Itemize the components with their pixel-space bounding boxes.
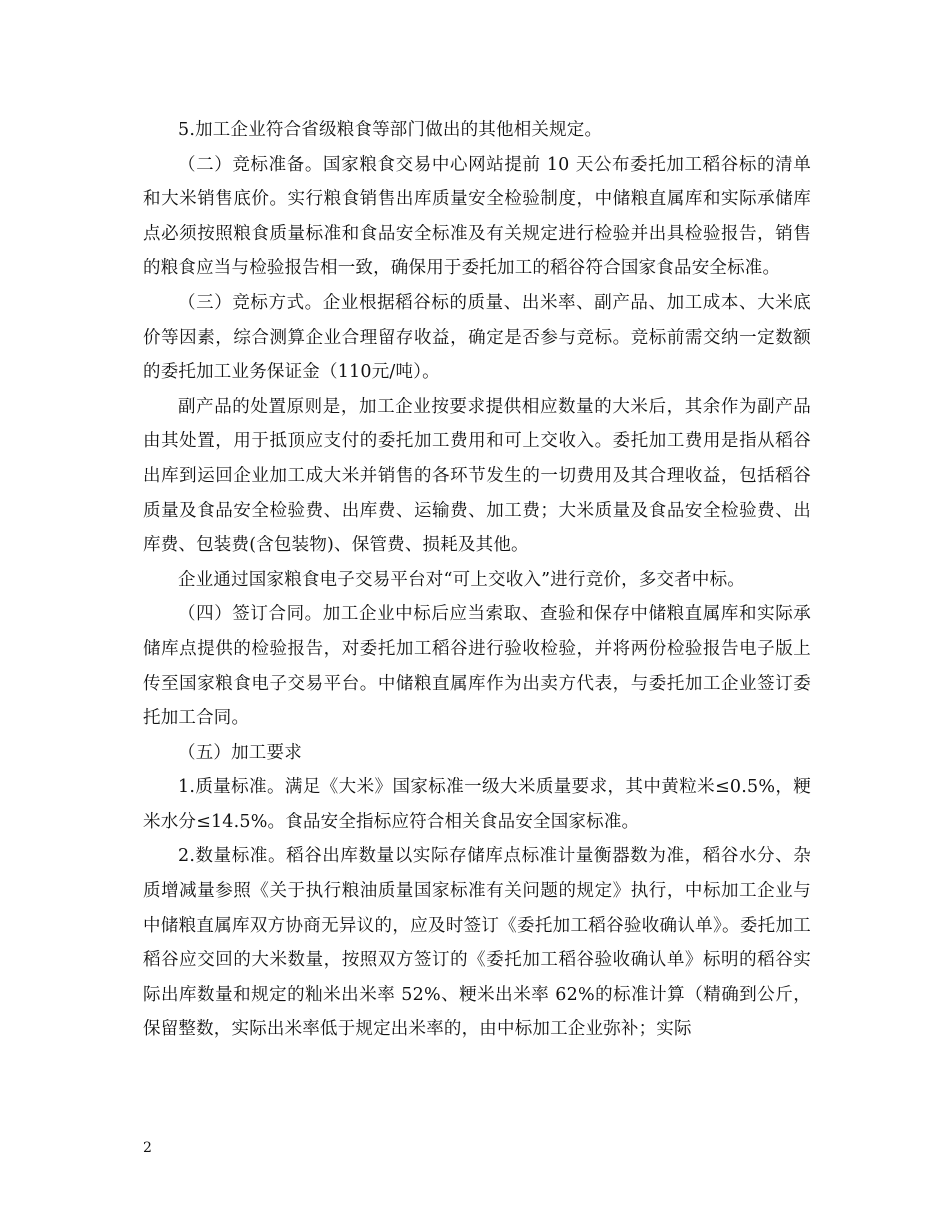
paragraph-processing-rule-5: 5.加工企业符合省级粮食等部门做出的其他相关规定。	[178, 120, 603, 140]
document-body	[143, 113, 811, 1047]
paragraph-processing-requirements-heading: （五）加工要求	[178, 742, 302, 763]
paragraph-by-product-disposal: 副产品的处置原则是，加工企业按要求提供相应数量的大米后，其余作为副产品由其处置，用于抵顶应支付的委托加工费用和可上交收入。委托加工费用是指从稻谷出库到运回企业加工成大米并销售的各环节发生的一切费用及其合理收益，包括稻谷质量及食品安全检验费、出库费、运输费、加工费；大米质量及食品安全检验费、出库费、包装费(含包装物)、保管费、损耗及其他。	[143, 396, 811, 556]
paragraph-bidding-preparation: （二）竞标准备。国家粮食交易中心网站提前 10 天公布委托加工稻谷标的清单和大米销售底价。实行粮食销售出库质量安全检验制度，中储粮直属库和实际承储库点必须按照粮食质量标准和食品安全标准及有关规定进行检验并出具检验报告，销售的粮食应当与检验报告相一致，确保用于委托加工的稻谷符合国家食品安全标准。	[143, 154, 811, 279]
paragraph-bidding-platform: 企业通过国家粮食电子交易平台对“可上交收入”进行竞价，多交者中标。	[178, 569, 745, 590]
paragraph-contract-signing: （四）签订合同。加工企业中标后应当索取、查验和保存中储粮直属库和实际承储库点提供的检验报告，对委托加工稻谷进行验收检验，并将两份检验报告电子版上传至国家粮食电子交易平台。中储粮直属库作为出卖方代表，与委托加工企业签订委托加工合同。	[143, 604, 811, 729]
paragraph-quality-standard: 1.质量标准。满足《大米》国家标准一级大米质量要求，其中黄粒米≤0.5%，粳米水分≤14.5%。食品安全指标应符合相关食品安全国家标准。	[143, 777, 811, 832]
page-number: 2	[143, 1140, 152, 1156]
paragraph-bidding-method: （三）竞标方式。企业根据稻谷标的质量、出米率、副产品、加工成本、大米底价等因素，综合测算企业合理留存收益，确定是否参与竞标。竞标前需交纳一定数额的委托加工业务保证金（110元/吨）。	[143, 292, 811, 383]
paragraph-quantity-standard: 2.数量标准。稻谷出库数量以实际存储库点标准计量衡器数为准，稻谷水分、杂质增减量参照《关于执行粮油质量国家标准有关问题的规定》执行，中标加工企业与中储粮直属库双方协商无异议的，应及时签订《委托加工稻谷验收确认单》。委托加工稻谷应交回的大米数量，按照双方签订的《委托加工稻谷验收确认单》标明的稻谷实际出库数量和规定的籼米出米率 52%、粳米出米率 62%的标准计算（精确到公斤，保留整数，实际出米率低于规定出米率的，由中标加工企业弥补；实际	[143, 846, 811, 1040]
